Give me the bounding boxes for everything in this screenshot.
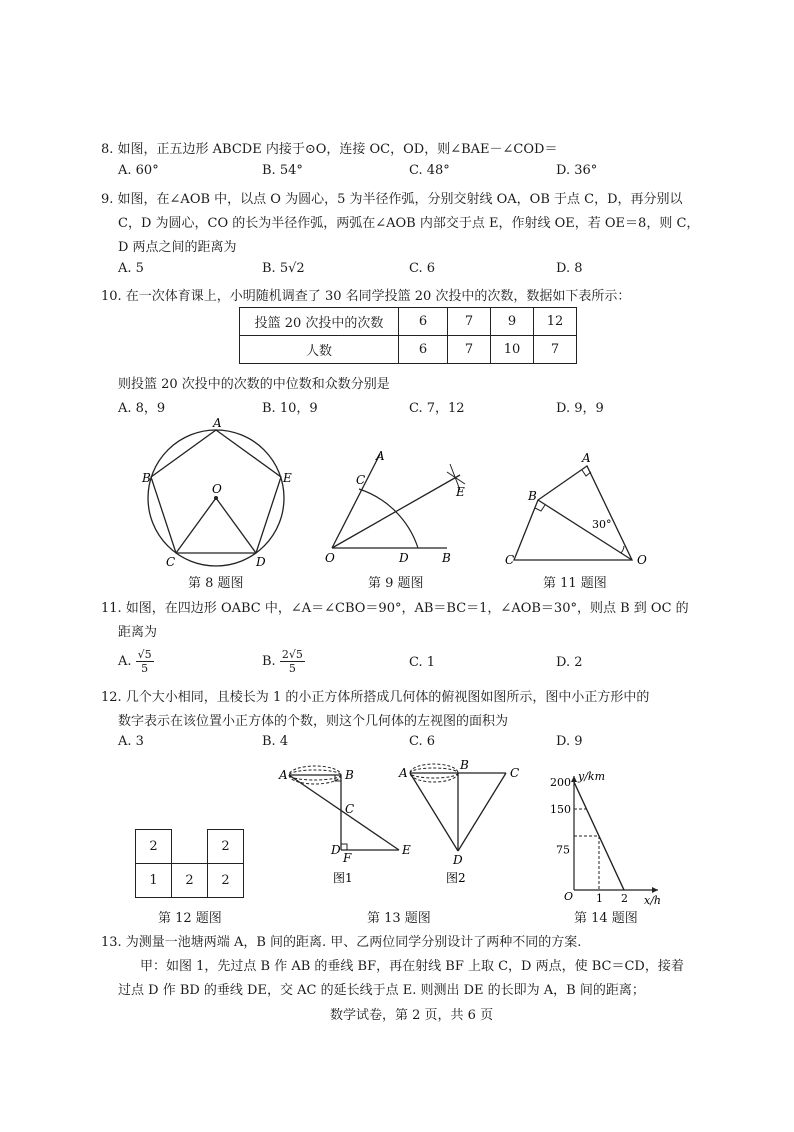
fig11-caption: 第 11 题图 <box>543 576 607 591</box>
fig9-label-c: C <box>356 473 366 487</box>
q12-option-d: D. 9 <box>556 734 583 749</box>
q9-option-c: C. 6 <box>409 261 436 276</box>
q11-option-c: C. 1 <box>409 655 436 670</box>
q8-option-d: D. 36° <box>556 163 598 178</box>
q9-option-b: B. 5√2 <box>262 261 305 276</box>
fig13b-label-a: A <box>399 766 408 780</box>
fig8-label-d: D <box>256 555 266 568</box>
q11-option-d: D. 2 <box>556 655 583 670</box>
q11-option-b-prefix: B. <box>262 654 276 669</box>
q13-line2: 甲：如图 1，先过点 B 作 AB 的垂线 BF，再在射线 BF 上取 C，D 两点，使 BC＝CD，接着 <box>140 959 684 974</box>
q12-line2: 数字表示在该位置小正方体的个数，则这个几何体的左视图的面积为 <box>118 714 509 729</box>
fraction-denominator: 5 <box>141 662 149 675</box>
fig13b-label-d: D <box>453 853 463 867</box>
fig13a-label-e: E <box>402 843 411 857</box>
fig11-label-o: O <box>637 553 647 567</box>
fig13a-label-d: D <box>331 843 341 857</box>
q10-option-c: C. 7，12 <box>409 401 465 416</box>
q12-option-a: A. 3 <box>118 734 144 749</box>
q9-line1: 9. 如图，在∠AOB 中，以点 O 为圆心，5 为半径作弧，分别交射线 OA，OB 于点 C，D，再分别以 <box>101 192 683 207</box>
q10-stem: 10. 在一次体育课上，小明随机调查了 30 名同学投篮 20 次投中的次数，数据如下表所示： <box>101 289 631 304</box>
fig11-quadrilateral <box>514 466 632 560</box>
q12-option-b: B. 4 <box>262 734 289 749</box>
table-cell: 9 <box>491 308 534 336</box>
fig13b-label-c: C <box>510 766 520 780</box>
q13-line1: 13. 为测量一池塘两端 A，B 间的距离. 甲、乙两位同学分别设计了两种不同的方案. <box>101 935 582 950</box>
fig9-label-d: D <box>399 551 409 565</box>
fig14-chart <box>540 766 670 906</box>
y-tick-label: 200 <box>550 776 571 789</box>
table-cell: 7 <box>448 308 491 336</box>
fig13a-label-b: B <box>345 768 354 782</box>
fig8-label-b: B <box>142 471 151 485</box>
fraction-numerator: √5 <box>137 648 152 661</box>
q11-line1: 11. 如图，在四边形 OABC 中，∠A＝∠CBO＝90°，AB＝BC＝1，∠AOB＝30°，则点 B 到 OC 的 <box>101 601 689 616</box>
fraction-denominator: 5 <box>288 662 296 675</box>
q11-option-a-prefix: A. <box>118 654 132 669</box>
q9-option-d: D. 8 <box>556 261 583 276</box>
q11-option-a-fraction <box>136 648 154 675</box>
fig8-label-c: C <box>166 555 176 568</box>
x-tick-label: 1 <box>596 892 603 905</box>
q9-option-a: A. 5 <box>118 261 144 276</box>
table-cell: 投篮 20 次投中的次数 <box>240 308 399 336</box>
fig13-diagram-1 <box>276 762 416 886</box>
fig12-top-view-grid <box>135 829 244 898</box>
fig13-sub1-caption: 图1 <box>333 871 353 885</box>
fig13-caption: 第 13 题图 <box>367 911 431 926</box>
q10-option-b: B. 10，9 <box>262 401 318 416</box>
fig8-caption: 第 8 题图 <box>188 576 244 591</box>
fig9-diagram <box>320 448 480 566</box>
fig8-label-o: O <box>212 482 222 496</box>
q8-option-a: A. 60° <box>118 163 159 178</box>
table-row <box>240 308 577 336</box>
table-cell: 7 <box>534 336 577 364</box>
y-tick-label: 75 <box>556 843 570 857</box>
q11-line2: 距离为 <box>118 625 158 640</box>
fig13a-label-a: A <box>279 768 288 782</box>
fig9-label-e: E <box>456 485 465 499</box>
fig14-caption: 第 14 题图 <box>574 911 638 926</box>
table-cell: 12 <box>534 308 577 336</box>
q10-data-table <box>239 307 577 364</box>
table-cell: 7 <box>448 336 491 364</box>
fig9-caption: 第 9 题图 <box>368 576 424 591</box>
q8-option-c: C. 48° <box>409 163 450 178</box>
fig11-diagram <box>500 450 670 568</box>
table-cell: 6 <box>399 336 448 364</box>
fig11-label-b: B <box>528 489 537 503</box>
grid-cell-empty <box>172 830 208 864</box>
fig13b-label-b: B <box>460 758 469 772</box>
fig14-origin-label: O <box>564 890 574 903</box>
q13-line3: 过点 D 作 BD 的垂线 DE，交 AC 的延长线于点 E. 则测出 DE 的长即为 A，B 间的距离； <box>118 983 645 998</box>
fraction-numerator: 2√5 <box>281 648 303 661</box>
fig14-y-label: y/km <box>578 770 606 783</box>
fig11-label-a: A <box>582 451 591 465</box>
fig13a-label-c: C <box>345 802 355 816</box>
q12-option-c: C. 6 <box>409 734 436 749</box>
q9-line2: C，D 为圆心，CO 的长为半径作弧，两弧在∠AOB 内部交于点 E，作射线 OE，若 OE＝8，则 C， <box>118 216 700 231</box>
y-tick-label: 150 <box>550 803 571 816</box>
grid-cell: 2 <box>172 864 208 898</box>
fig11-label-c: C <box>505 553 515 567</box>
fig9-label-o: O <box>325 551 335 565</box>
q11-option-b <box>262 648 305 675</box>
q8-option-b: B. 54° <box>262 163 303 178</box>
fig8-diagram <box>130 418 300 568</box>
table-cell: 人数 <box>240 336 399 364</box>
q12-line1: 12. 几个大小相同，且棱长为 1 的小正方体所搭成几何体的俯视图如图所示，图中小正方形中的 <box>101 690 650 705</box>
page-footer: 数学试卷，第 2 页，共 6 页 <box>330 1008 494 1023</box>
q10-question: 则投篮 20 次投中的次数的中位数和众数分别是 <box>118 377 390 392</box>
grid-cell: 2 <box>208 864 244 898</box>
q10-option-d: D. 9，9 <box>556 401 604 416</box>
table-row <box>136 830 244 864</box>
fig14-x-label: x/h <box>644 894 661 906</box>
fig13a-label-f: F <box>343 851 352 865</box>
table-cell: 10 <box>491 336 534 364</box>
fig9-label-a: A <box>376 449 385 463</box>
grid-cell: 2 <box>136 830 172 864</box>
fig13-sub2-caption: 图2 <box>446 871 466 885</box>
q11-option-a <box>118 648 154 675</box>
table-cell: 6 <box>399 308 448 336</box>
x-tick-label: 2 <box>621 892 628 905</box>
fig13-diagram-2 <box>396 758 536 886</box>
q8-stem: 8. 如图，正五边形 ABCDE 内接于⊙O，连接 OC，OD，则∠BAE－∠COD＝ <box>101 142 558 157</box>
grid-cell: 2 <box>208 830 244 864</box>
q10-option-a: A. 8，9 <box>118 401 166 416</box>
fig11-angle-label: 30° <box>592 518 612 531</box>
grid-cell: 1 <box>136 864 172 898</box>
table-row <box>240 336 577 364</box>
q9-line3: D 两点之间的距离为 <box>118 240 237 255</box>
fig9-label-b: B <box>442 551 451 565</box>
q11-option-b-fraction <box>280 648 305 675</box>
fig12-caption: 第 12 题图 <box>158 911 222 926</box>
table-row <box>136 864 244 898</box>
fig8-label-a: A <box>213 418 222 430</box>
fig8-label-e: E <box>283 471 292 485</box>
